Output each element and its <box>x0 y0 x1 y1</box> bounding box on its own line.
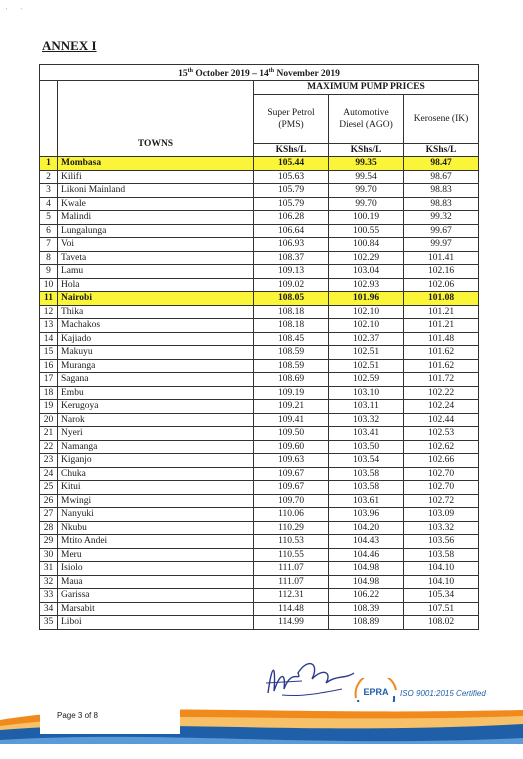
epra-logo-text: EPRA <box>363 687 389 697</box>
table-row <box>40 224 479 238</box>
row-number: 17 <box>40 373 58 387</box>
row-number: 30 <box>40 548 58 562</box>
price-ik: 102.44 <box>404 413 479 427</box>
table-row <box>40 359 479 373</box>
table-row <box>40 170 479 184</box>
price-ago: 104.43 <box>329 535 404 549</box>
table-row <box>40 157 479 171</box>
price-ago: 103.61 <box>329 494 404 508</box>
product-ago-header: Automotive Diesel (AGO) <box>329 94 404 143</box>
price-pms: 109.21 <box>254 400 329 414</box>
price-pms: 110.29 <box>254 521 329 535</box>
town-name: Garissa <box>58 589 254 603</box>
town-name: Sagana <box>58 373 254 387</box>
row-number: 15 <box>40 346 58 360</box>
table-row <box>40 602 479 616</box>
row-number: 28 <box>40 521 58 535</box>
table-row <box>40 508 479 522</box>
price-ik: 102.62 <box>404 440 479 454</box>
row-number: 34 <box>40 602 58 616</box>
table-row <box>40 467 479 481</box>
price-ik: 98.83 <box>404 184 479 198</box>
price-ik: 101.62 <box>404 359 479 373</box>
row-number: 23 <box>40 454 58 468</box>
max-prices-header: MAXIMUM PUMP PRICES <box>254 81 479 95</box>
price-ik: 101.62 <box>404 346 479 360</box>
price-pms: 111.07 <box>254 562 329 576</box>
price-ik: 98.67 <box>404 170 479 184</box>
row-number: 4 <box>40 197 58 211</box>
price-ik: 105.34 <box>404 589 479 603</box>
price-ago: 104.46 <box>329 548 404 562</box>
price-pms: 108.45 <box>254 332 329 346</box>
town-name: Marsabit <box>58 602 254 616</box>
price-pms: 105.79 <box>254 197 329 211</box>
price-ik: 102.66 <box>404 454 479 468</box>
price-ago: 99.54 <box>329 170 404 184</box>
row-number: 22 <box>40 440 58 454</box>
price-ik: 101.21 <box>404 319 479 333</box>
period-row <box>40 65 479 81</box>
town-name: Kitui <box>58 481 254 495</box>
row-number: 24 <box>40 467 58 481</box>
price-ago: 104.20 <box>329 521 404 535</box>
row-number: 33 <box>40 589 58 603</box>
row-number: 26 <box>40 494 58 508</box>
price-pms: 109.67 <box>254 481 329 495</box>
table-row <box>40 427 479 441</box>
price-pms: 114.48 <box>254 602 329 616</box>
price-pms: 105.63 <box>254 170 329 184</box>
footer-waves <box>0 690 523 759</box>
price-ik: 102.53 <box>404 427 479 441</box>
unit-ik: KShs/L <box>404 143 479 157</box>
price-ik: 107.51 <box>404 602 479 616</box>
town-name: Muranga <box>58 359 254 373</box>
price-pms: 114.99 <box>254 616 329 630</box>
price-ago: 102.10 <box>329 305 404 319</box>
table-row <box>40 373 479 387</box>
table-row <box>40 197 479 211</box>
price-ik: 99.67 <box>404 224 479 238</box>
price-ago: 103.10 <box>329 386 404 400</box>
price-ik: 101.21 <box>404 305 479 319</box>
table-row <box>40 278 479 292</box>
town-name: Mtito Andei <box>58 535 254 549</box>
price-ago: 103.11 <box>329 400 404 414</box>
town-name: Lamu <box>58 265 254 279</box>
price-ik: 101.41 <box>404 251 479 265</box>
town-name: Makuyu <box>58 346 254 360</box>
town-name: Taveta <box>58 251 254 265</box>
price-ago: 99.35 <box>329 157 404 171</box>
price-ik: 101.48 <box>404 332 479 346</box>
unit-pms: KShs/L <box>254 143 329 157</box>
table-row <box>40 589 479 603</box>
price-ik: 102.06 <box>404 278 479 292</box>
table-row <box>40 305 479 319</box>
row-number: 12 <box>40 305 58 319</box>
town-name: Namanga <box>58 440 254 454</box>
row-number: 2 <box>40 170 58 184</box>
row-number: 8 <box>40 251 58 265</box>
town-name: Liboi <box>58 616 254 630</box>
row-number: 6 <box>40 224 58 238</box>
town-name: Lungalunga <box>58 224 254 238</box>
max-prices-row <box>40 81 479 95</box>
row-number: 29 <box>40 535 58 549</box>
row-number: 35 <box>40 616 58 630</box>
price-ago: 103.50 <box>329 440 404 454</box>
row-number: 18 <box>40 386 58 400</box>
price-ago: 102.10 <box>329 319 404 333</box>
scan-specks: ' ' <box>6 8 22 14</box>
price-ago: 103.54 <box>329 454 404 468</box>
price-pms: 108.18 <box>254 319 329 333</box>
town-name: Nyeri <box>58 427 254 441</box>
table-row <box>40 386 479 400</box>
town-name: Mombasa <box>58 157 254 171</box>
towns-header: TOWNS <box>58 81 254 157</box>
price-pms: 108.59 <box>254 346 329 360</box>
price-ik: 103.09 <box>404 508 479 522</box>
town-name: Nairobi <box>58 292 254 306</box>
price-ago: 108.39 <box>329 602 404 616</box>
price-ago: 99.70 <box>329 197 404 211</box>
product-pms-header: Super Petrol (PMS) <box>254 94 329 143</box>
town-name: Kerugoya <box>58 400 254 414</box>
price-ik: 102.70 <box>404 467 479 481</box>
price-pms: 108.18 <box>254 305 329 319</box>
price-pms: 109.02 <box>254 278 329 292</box>
price-pms: 105.79 <box>254 184 329 198</box>
town-name: Kajiado <box>58 332 254 346</box>
page-number: Page 3 of 8 <box>57 711 98 720</box>
price-ago: 102.29 <box>329 251 404 265</box>
price-pms: 108.37 <box>254 251 329 265</box>
price-pms: 108.69 <box>254 373 329 387</box>
row-number: 10 <box>40 278 58 292</box>
row-number: 3 <box>40 184 58 198</box>
row-number: 1 <box>40 157 58 171</box>
price-ago: 103.32 <box>329 413 404 427</box>
table-row <box>40 238 479 252</box>
town-name: Nkubu <box>58 521 254 535</box>
town-name: Embu <box>58 386 254 400</box>
row-number: 19 <box>40 400 58 414</box>
price-ago: 104.98 <box>329 575 404 589</box>
price-ago: 102.51 <box>329 359 404 373</box>
price-ik: 108.02 <box>404 616 479 630</box>
row-number: 7 <box>40 238 58 252</box>
price-ik: 103.56 <box>404 535 479 549</box>
price-ik: 102.16 <box>404 265 479 279</box>
table-row <box>40 211 479 225</box>
price-ago: 100.19 <box>329 211 404 225</box>
table-row <box>40 440 479 454</box>
price-ik: 104.10 <box>404 575 479 589</box>
price-ago: 108.89 <box>329 616 404 630</box>
number-header <box>40 81 58 157</box>
town-name: Kilifi <box>58 170 254 184</box>
price-ago: 103.41 <box>329 427 404 441</box>
table-row <box>40 562 479 576</box>
price-pms: 108.05 <box>254 292 329 306</box>
town-name: Kwale <box>58 197 254 211</box>
row-number: 20 <box>40 413 58 427</box>
table-row <box>40 575 479 589</box>
table-row <box>40 332 479 346</box>
table-row <box>40 319 479 333</box>
price-pms: 109.19 <box>254 386 329 400</box>
town-name: Hola <box>58 278 254 292</box>
row-number: 27 <box>40 508 58 522</box>
annex-title: ANNEX I <box>42 38 97 53</box>
town-name: Narok <box>58 413 254 427</box>
table-row <box>40 521 479 535</box>
town-name: Voi <box>58 238 254 252</box>
price-ik: 98.47 <box>404 157 479 171</box>
row-number: 13 <box>40 319 58 333</box>
price-ik: 99.97 <box>404 238 479 252</box>
price-ago: 101.96 <box>329 292 404 306</box>
town-name: Nanyuki <box>58 508 254 522</box>
price-ago: 102.93 <box>329 278 404 292</box>
price-ik: 102.24 <box>404 400 479 414</box>
unit-ago: KShs/L <box>329 143 404 157</box>
price-ik: 102.70 <box>404 481 479 495</box>
town-name: Likoni Mainland <box>58 184 254 198</box>
row-number: 31 <box>40 562 58 576</box>
price-ago: 103.96 <box>329 508 404 522</box>
price-ago: 102.37 <box>329 332 404 346</box>
row-number: 32 <box>40 575 58 589</box>
price-pms: 105.44 <box>254 157 329 171</box>
table-row <box>40 346 479 360</box>
row-number: 14 <box>40 332 58 346</box>
price-pms: 106.28 <box>254 211 329 225</box>
row-number: 21 <box>40 427 58 441</box>
table-row <box>40 616 479 630</box>
price-ago: 104.98 <box>329 562 404 576</box>
iso-certification: ISO 9001:2015 Certified <box>400 689 486 698</box>
price-pms: 110.53 <box>254 535 329 549</box>
town-name: Mwingi <box>58 494 254 508</box>
price-ago: 102.59 <box>329 373 404 387</box>
price-pms: 109.70 <box>254 494 329 508</box>
price-pms: 111.07 <box>254 575 329 589</box>
price-ago: 102.51 <box>329 346 404 360</box>
price-ago: 103.58 <box>329 481 404 495</box>
town-name: Kiganjo <box>58 454 254 468</box>
price-pms: 109.67 <box>254 467 329 481</box>
table-row <box>40 265 479 279</box>
price-pms: 109.63 <box>254 454 329 468</box>
price-ago: 103.04 <box>329 265 404 279</box>
row-number: 5 <box>40 211 58 225</box>
row-number: 16 <box>40 359 58 373</box>
price-ik: 104.10 <box>404 562 479 576</box>
price-pms: 110.06 <box>254 508 329 522</box>
pump-prices-table <box>39 64 479 630</box>
price-ik: 101.72 <box>404 373 479 387</box>
table-row <box>40 535 479 549</box>
period-header: 15th October 2019 – 14th November 2019 <box>40 65 479 81</box>
price-pms: 106.64 <box>254 224 329 238</box>
table-row <box>40 454 479 468</box>
price-ago: 100.84 <box>329 238 404 252</box>
table-body <box>40 157 479 630</box>
price-ik: 102.72 <box>404 494 479 508</box>
table-row <box>40 481 479 495</box>
price-ik: 98.83 <box>404 197 479 211</box>
price-ik: 99.32 <box>404 211 479 225</box>
table-row <box>40 494 479 508</box>
price-pms: 108.59 <box>254 359 329 373</box>
town-name: Meru <box>58 548 254 562</box>
price-pms: 109.50 <box>254 427 329 441</box>
price-ik: 102.22 <box>404 386 479 400</box>
price-pms: 110.55 <box>254 548 329 562</box>
price-pms: 109.13 <box>254 265 329 279</box>
table-row <box>40 251 479 265</box>
price-ago: 100.55 <box>329 224 404 238</box>
table-row <box>40 400 479 414</box>
row-number: 25 <box>40 481 58 495</box>
town-name: Maua <box>58 575 254 589</box>
price-ago: 99.70 <box>329 184 404 198</box>
price-pms: 109.41 <box>254 413 329 427</box>
table-row <box>40 184 479 198</box>
town-name: Machakos <box>58 319 254 333</box>
table-row <box>40 548 479 562</box>
table-row <box>40 413 479 427</box>
price-ik: 101.08 <box>404 292 479 306</box>
price-ago: 103.58 <box>329 467 404 481</box>
price-pms: 112.31 <box>254 589 329 603</box>
town-name: Thika <box>58 305 254 319</box>
town-name: Chuka <box>58 467 254 481</box>
table-row <box>40 292 479 306</box>
town-name: Isiolo <box>58 562 254 576</box>
price-pms: 109.60 <box>254 440 329 454</box>
row-number: 11 <box>40 292 58 306</box>
town-name: Malindi <box>58 211 254 225</box>
price-pms: 106.93 <box>254 238 329 252</box>
row-number: 9 <box>40 265 58 279</box>
product-ik-header: Kerosene (IK) <box>404 94 479 143</box>
price-ik: 103.32 <box>404 521 479 535</box>
price-ago: 106.22 <box>329 589 404 603</box>
price-ik: 103.58 <box>404 548 479 562</box>
